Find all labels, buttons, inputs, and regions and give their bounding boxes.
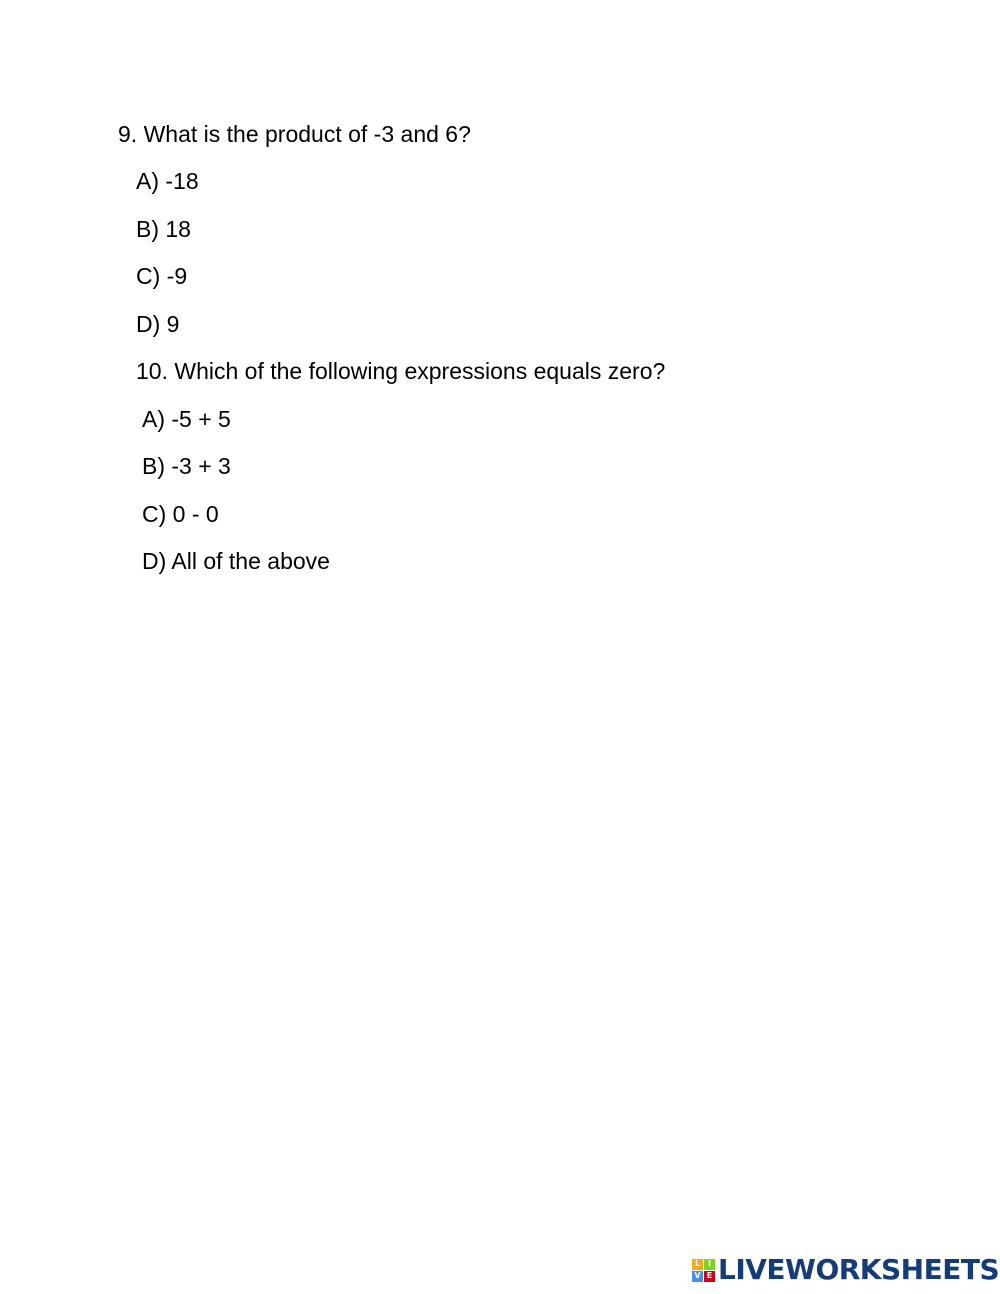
logo-cell: I: [704, 1259, 715, 1270]
logo-cell: L: [692, 1259, 703, 1270]
question-9-text: 9. What is the product of -3 and 6?: [118, 121, 471, 147]
logo-cell: V: [692, 1271, 703, 1282]
question-10-option-c[interactable]: C) 0 - 0: [142, 501, 219, 527]
logo-cell: E: [704, 1271, 715, 1282]
question-9-option-b[interactable]: B) 18: [136, 216, 191, 242]
question-9-option-d[interactable]: D) 9: [136, 311, 180, 337]
liveworksheets-watermark: [692, 1254, 999, 1286]
question-10-option-d[interactable]: D) All of the above: [142, 548, 330, 574]
question-10-text: 10. Which of the following expressions equals zero?: [136, 358, 666, 384]
question-9-option-a[interactable]: A) -18: [136, 168, 199, 194]
question-10-option-a[interactable]: A) -5 + 5: [142, 406, 231, 432]
question-9-option-c[interactable]: C) -9: [136, 263, 188, 289]
liveworksheets-logo-icon: [692, 1259, 715, 1282]
liveworksheets-wordmark: LIVEWORKSHEETS: [718, 1253, 1000, 1286]
question-10-option-b[interactable]: B) -3 + 3: [142, 453, 231, 479]
